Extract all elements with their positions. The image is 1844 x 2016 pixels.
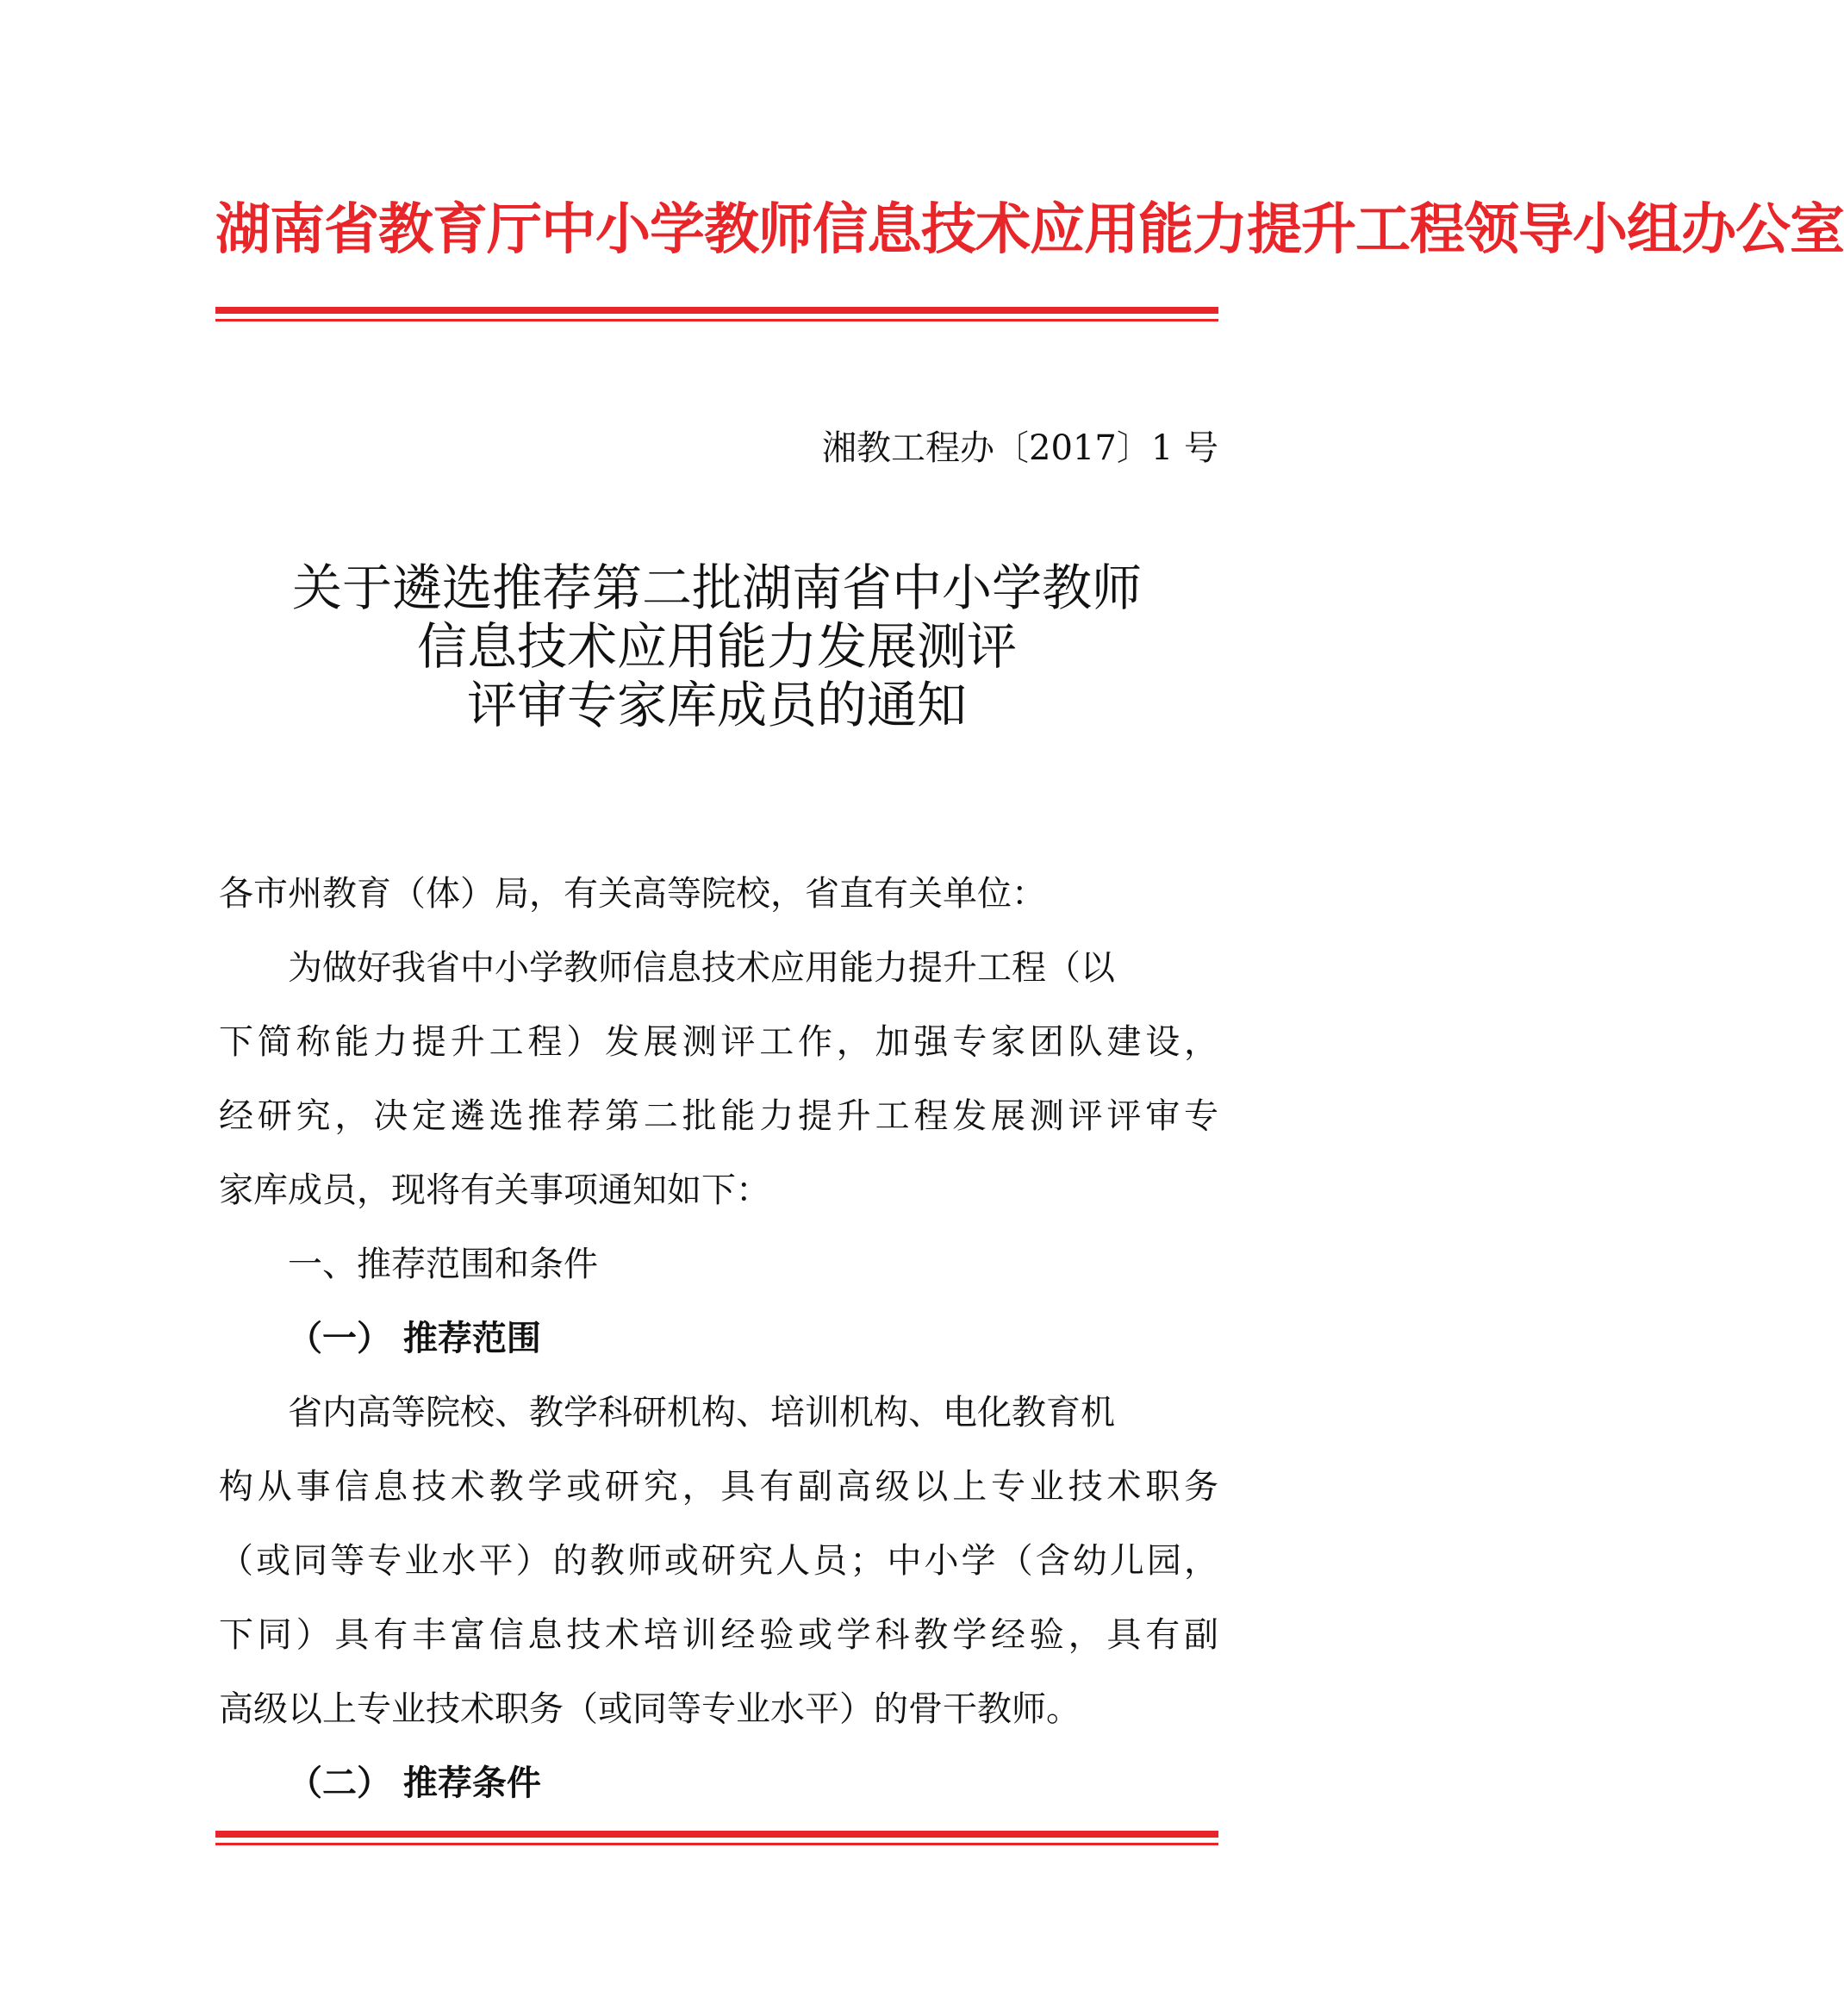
footer-rule-thick: [215, 1831, 1218, 1838]
paragraph-line: 家库成员，现将有关事项通知如下：: [219, 1170, 770, 1210]
document-body: [219, 857, 1218, 1805]
document-title-line: 评审专家库成员的通知: [466, 676, 967, 734]
header-rule-thin: [215, 319, 1218, 321]
paragraph-line: （或同等专业水平）的教师或研究人员；中小学（含幼儿园，: [219, 1541, 1218, 1581]
paragraph-line: 经研究，决定遴选推荐第二批能力提升工程发展测评评审专: [219, 1096, 1218, 1136]
paragraph-line: 高级以上专业技术职务（或同等专业水平）的骨干教师。: [219, 1689, 1081, 1729]
document-number: 湘教工程办〔2017〕1 号: [822, 428, 1218, 468]
document-title: [215, 559, 1218, 734]
section-heading: 一、推荐范围和条件: [288, 1245, 598, 1284]
paragraph-line: 下同）具有丰富信息技术培训经验或学科教学经验，具有副: [219, 1615, 1218, 1655]
paragraph-line: 省内高等院校、教学科研机构、培训机构、电化教育机: [288, 1393, 1115, 1432]
paragraph-line: 下简称能力提升工程）发展测评工作，加强专家团队建设，: [219, 1022, 1218, 1062]
document-title-line: 信息技术应用能力发展测评: [416, 617, 1017, 676]
paragraph-line: 构从事信息技术教学或研究，具有副高级以上专业技术职务: [219, 1467, 1218, 1507]
document-title-line: 关于遴选推荐第二批湖南省中小学教师: [291, 559, 1142, 617]
subsection-heading: （二） 推荐条件: [288, 1763, 541, 1803]
salutation: 各市州教育（体）局，有关高等院校，省直有关单位：: [219, 874, 1046, 914]
paragraph-line: 为做好我省中小学教师信息技术应用能力提升工程（以: [288, 948, 1115, 988]
org-header-title: 湖南省教育厅中小学教师信息技术应用能力提升工程领导小组办公室: [215, 198, 1844, 262]
footer-rule-thin: [215, 1843, 1218, 1845]
subsection-heading: （一） 推荐范围: [288, 1318, 541, 1358]
header-rule-thick: [215, 307, 1218, 314]
